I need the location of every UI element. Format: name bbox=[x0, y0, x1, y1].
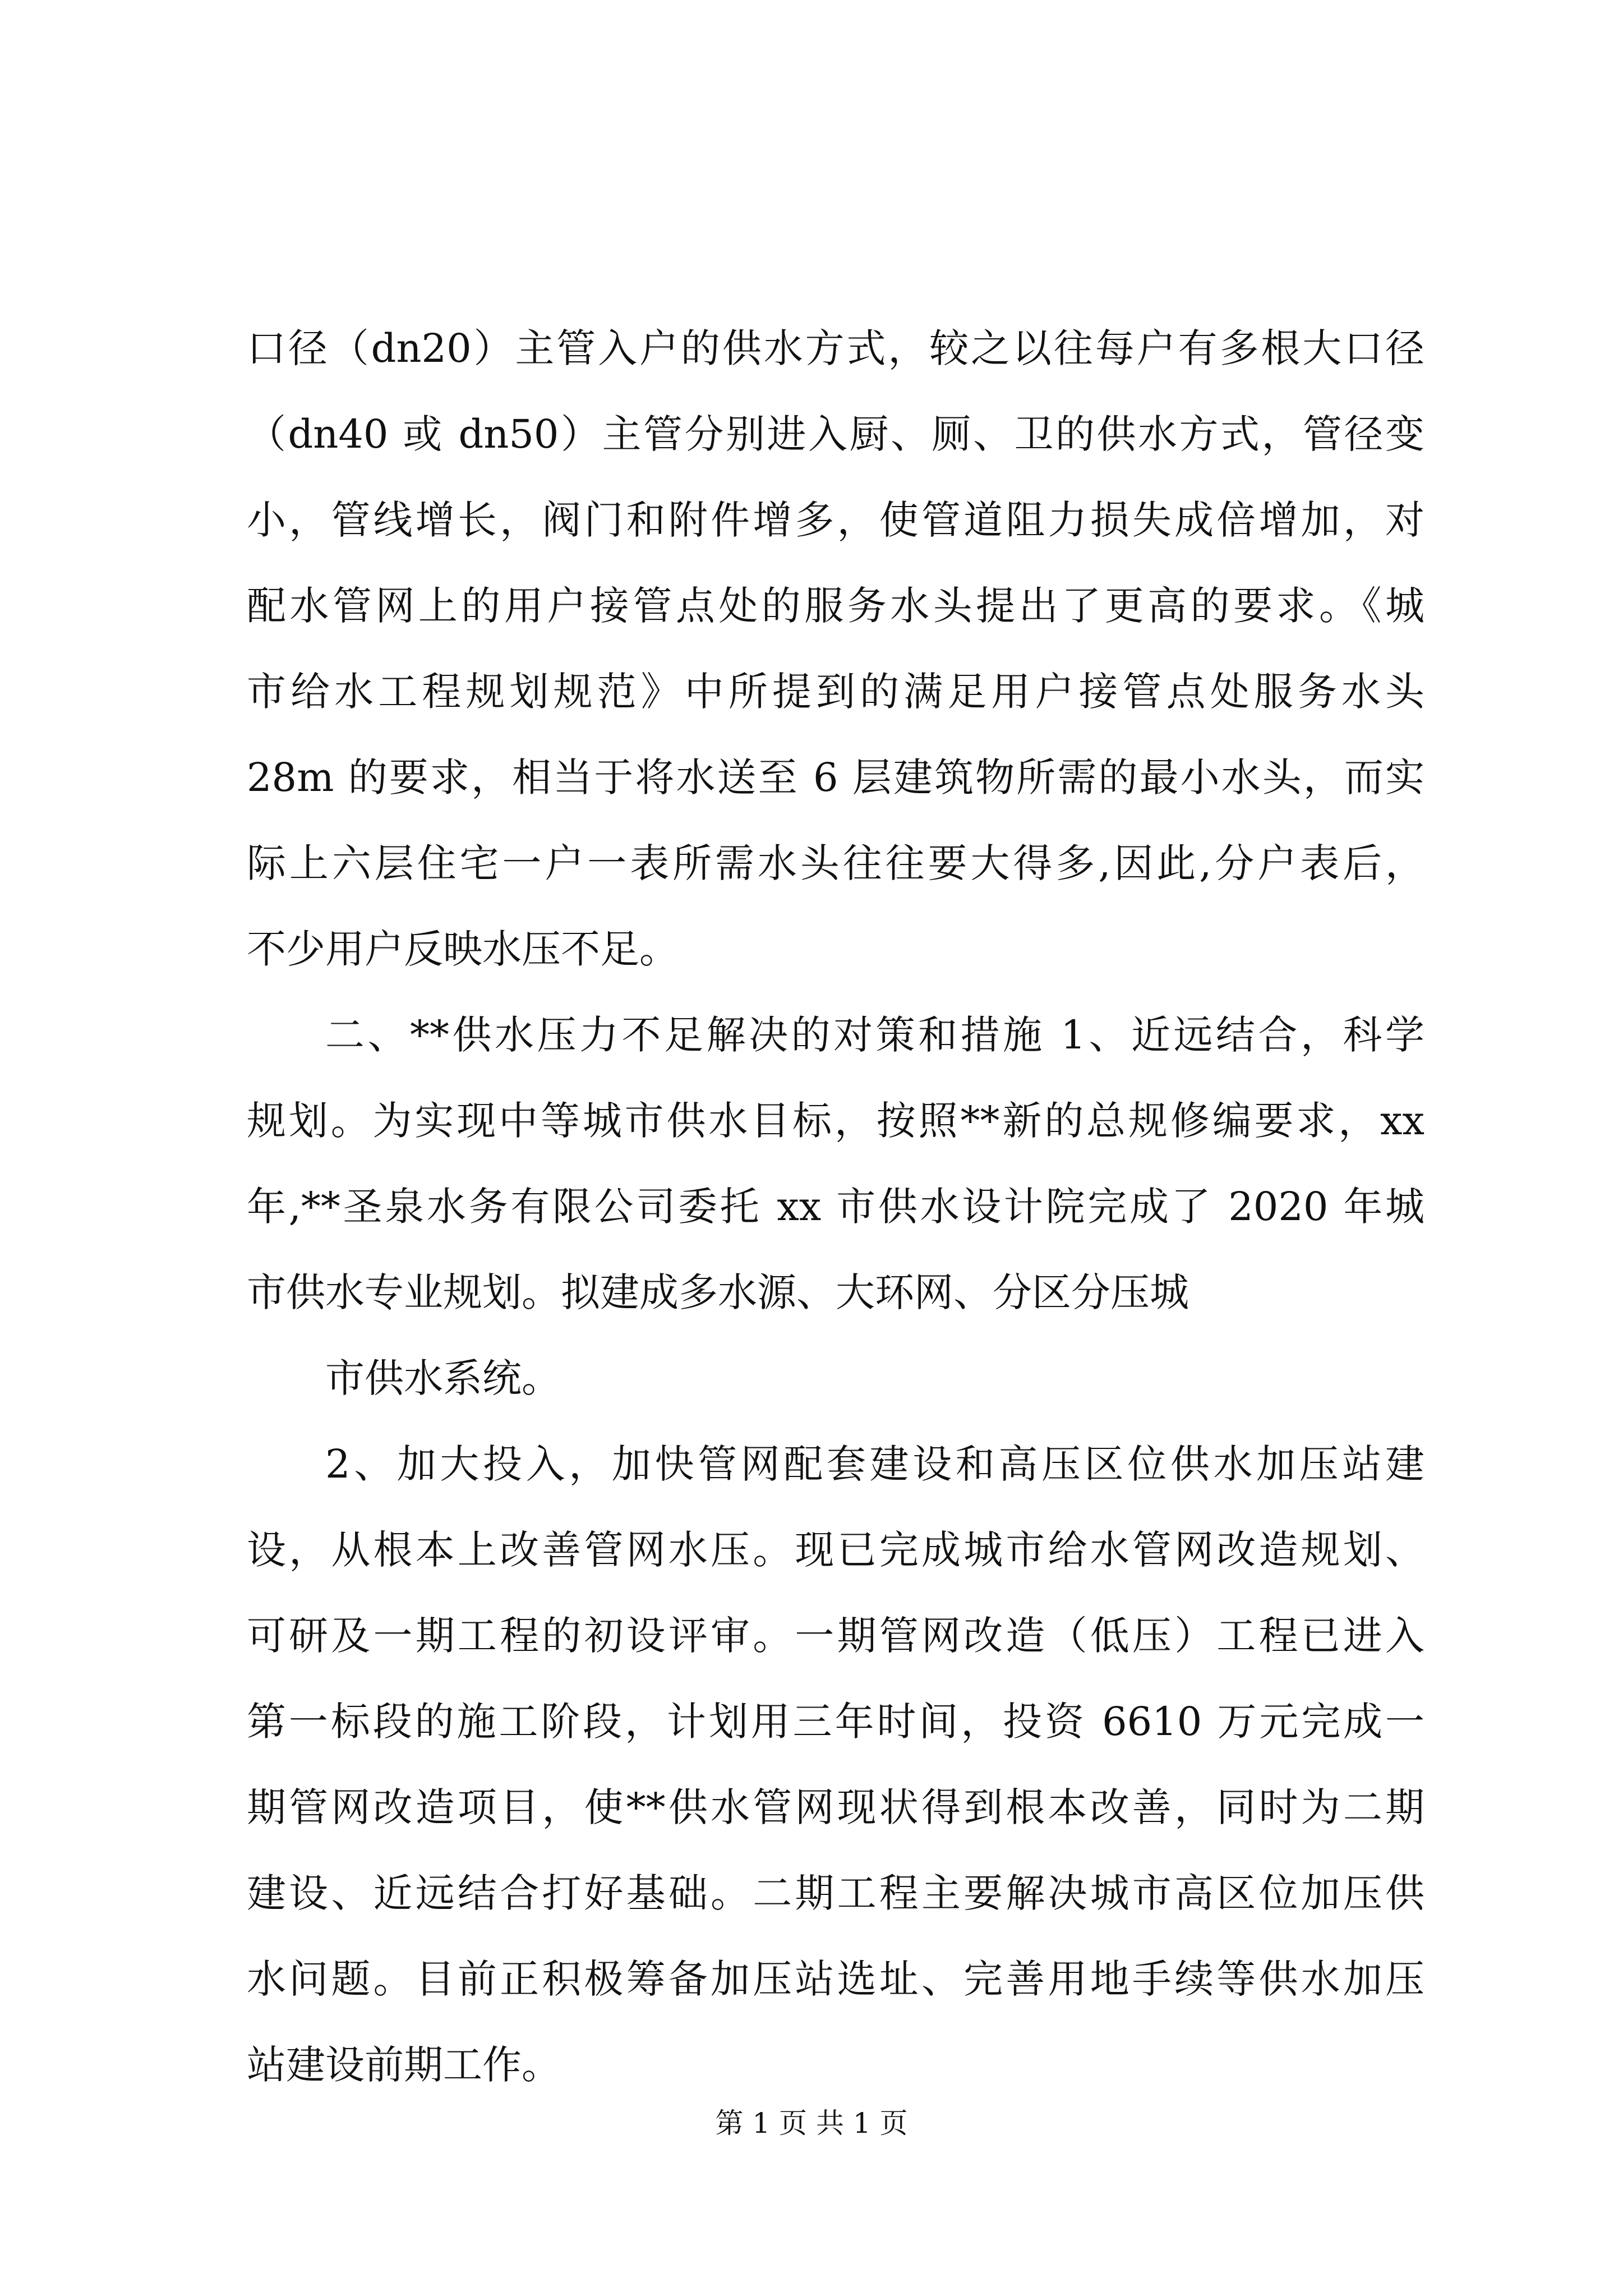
text-line: 不少用户反映水压不足。 bbox=[247, 926, 679, 972]
text-line: 年,**圣泉水务有限公司委托 xx 市供水设计院完成了 2020 年城 bbox=[247, 1184, 1424, 1230]
text-line: 设，从根本上改善管网水压。现已完成城市给水管网改造规划、 bbox=[247, 1527, 1424, 1573]
text-line: 规划。为实现中等城市供水目标，按照**新的总规修编要求，xx bbox=[247, 1098, 1424, 1144]
text-line: 水问题。目前正积极筹备加压站选址、完善用地手续等供水加压 bbox=[247, 1956, 1424, 2002]
document-body bbox=[247, 306, 1424, 2108]
text-line: 可研及一期工程的初设评审。一期管网改造（低压）工程已进入 bbox=[247, 1613, 1424, 1659]
text-line: 市给水工程规划规范》中所提到的满足用户接管点处服务水头 bbox=[247, 669, 1424, 715]
text-line: （dn40 或 dn50）主管分别进入厨、厕、卫的供水方式，管径变 bbox=[247, 411, 1424, 457]
text-line: 建设、近远结合打好基础。二期工程主要解决城市高区位加压供 bbox=[247, 1870, 1424, 1916]
text-line: 站建设前期工作。 bbox=[247, 2042, 561, 2088]
text-line: 28m 的要求，相当于将水送至 6 层建筑物所需的最小水头，而实 bbox=[247, 754, 1424, 800]
text-line: 第一标段的施工阶段，计划用三年时间，投资 6610 万元完成一 bbox=[247, 1699, 1424, 1745]
paragraph-start-line: 二、**供水压力不足解决的对策和措施 1、近远结合，科学 bbox=[325, 1012, 1424, 1058]
page-footer bbox=[0, 2104, 1623, 2143]
text-line: 市供水专业规划。拟建成多水源、大环网、分区分压城 bbox=[247, 1269, 1189, 1315]
text-line: 口径（dn20）主管入户的供水方式，较之以往每户有多根大口径 bbox=[247, 325, 1424, 371]
text-line: 配水管网上的用户接管点处的服务水头提出了更高的要求。《城 bbox=[247, 583, 1424, 629]
paragraph-start-line: 2、加大投入，加快管网配套建设和高压区位供水加压站建 bbox=[325, 1441, 1424, 1487]
text-line: 际上六层住宅一户一表所需水头往往要大得多,因此,分户表后， bbox=[247, 840, 1424, 886]
text-line: 小，管线增长，阀门和附件增多，使管道阻力损失成倍增加，对 bbox=[247, 497, 1424, 543]
text-line: 期管网改造项目，使**供水管网现状得到根本改善，同时为二期 bbox=[247, 1784, 1424, 1830]
paragraph-start-line: 市供水系统。 bbox=[325, 1355, 561, 1401]
page-number: 第 1 页 共 1 页 bbox=[715, 2107, 908, 2139]
